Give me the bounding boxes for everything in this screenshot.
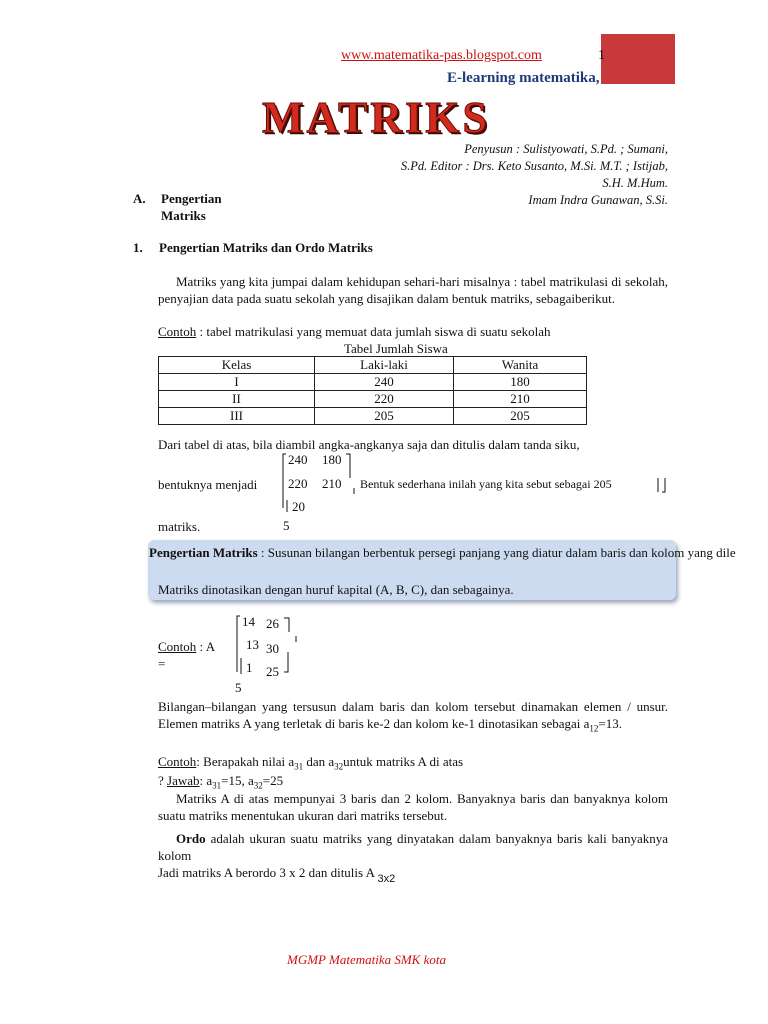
intro-paragraph: Matriks yang kita jumpai dalam kehidupan sehari-hari misalnya : tabel matrikulasi di sekolah, penyajian data pada suatu sekolah yang disajikan dalam bentuk matriks, sebagaiberikut.: [158, 274, 668, 306]
baris-paragraph: Matriks A di atas mempunyai 3 baris dan 2 kolom. Banyaknya baris dan banyaknya kolom suatu matriks menentukan ukuran dari matriks tersebut.: [158, 791, 668, 823]
author-credits: [330, 141, 668, 209]
section-1-title: Pengertian Matriks dan Ordo Matriks: [159, 240, 373, 255]
ordo-term: Ordo: [176, 831, 206, 846]
credits-line-4: Imam Indra Gunawan, S.Si.: [528, 193, 668, 207]
table-cell: 210: [454, 391, 587, 408]
page-title: MATRIKS: [262, 93, 490, 142]
table-cell: III: [159, 408, 315, 425]
matrix-cell: 20: [292, 499, 305, 514]
ordo-paragraph: [158, 830, 668, 864]
header-red-block: [601, 34, 675, 84]
section-a-title: Pengertian Matriks: [161, 191, 222, 223]
table-cell: 180: [454, 374, 587, 391]
table-row: [159, 391, 587, 408]
matrix-a-cell: 5: [235, 680, 242, 695]
example-a-name: : A: [199, 639, 216, 654]
matrix-cell: 180: [322, 452, 342, 467]
after-table-text: Dari tabel di atas, bila diambil angka-angkanya saja dan ditulis dalam tanda siku,: [158, 437, 580, 452]
credits-line-3: S.H. M.Hum.: [602, 176, 668, 190]
jadi-line: [158, 864, 668, 883]
section-1-label: 1.: [133, 240, 143, 255]
question-text: : Berapakah nilai a: [196, 754, 295, 769]
intro-contoh: [158, 323, 668, 340]
section-a-heading: [133, 190, 222, 223]
credits-line-1: Penyusun : Sulistyowati, S.Pd. ; Sumani,: [464, 142, 668, 156]
table-cell: 205: [315, 408, 454, 425]
contoh-label: Contoh: [158, 754, 197, 769]
table-caption: Tabel Jumlah Siswa: [344, 341, 448, 356]
answer-subscript: 31: [212, 780, 222, 791]
ordo-text: adalah ukuran suatu matriks yang dinyatakan dalam banyaknya baris kali banyaknya kolom: [158, 831, 668, 863]
table-header-cell: Kelas: [159, 357, 315, 374]
elearning-subtitle: E-learning matematika,: [447, 70, 600, 86]
matrix-cell: 210: [322, 476, 342, 491]
matriks-word: matriks.: [158, 519, 201, 534]
matrix-a-cell: 13: [246, 637, 259, 652]
table-cell: II: [159, 391, 315, 408]
page-number: 1: [598, 48, 605, 63]
blog-url-link[interactable]: www.matematika-pas.blogspot.com: [341, 48, 542, 63]
table-header-row: [159, 357, 587, 374]
jadi-text: Jadi matriks A berordo 3 x 2 dan ditulis A: [158, 865, 375, 880]
credits-line-2: S.Pd. Editor : Drs. Keto Susanto, M.Si. M.T. ; Istijab,: [400, 159, 668, 173]
ordo-subscript: 3x2: [377, 873, 396, 885]
matrix-cell: 220: [288, 476, 308, 491]
footer-text: MGMP Matematika SMK kota: [287, 952, 446, 967]
table-row: [159, 408, 587, 425]
definition-line-1: [149, 545, 736, 561]
matrix-cell: 5: [283, 518, 290, 533]
bentuk-tail-text: Bentuk sederhana inilah yang kita sebut sebagai 205: [360, 477, 612, 491]
matrix-a-cell: 25: [266, 664, 279, 679]
answer-text: =15, a: [221, 773, 254, 788]
elemen-text: Bilangan–bilangan yang tersusun dalam baris dan kolom tersebut dinamakan elemen / unsur. Elemen matriks A yang terletak di baris ke-2 dan kolom ke-1 dinotasikan sebagai a: [158, 699, 668, 731]
table-header-cell: Laki-laki: [315, 357, 454, 374]
question-subscript: 32: [334, 761, 344, 772]
matrix-a-cell: 26: [266, 616, 279, 631]
table-cell: I: [159, 374, 315, 391]
elemen-paragraph: [158, 698, 668, 738]
elemen-value: =13.: [598, 716, 622, 731]
table-cell: 205: [454, 408, 587, 425]
matrix-a-cell: 1: [246, 660, 253, 675]
table-header-cell: Wanita: [454, 357, 587, 374]
answer-prefix: ?: [158, 773, 168, 788]
question-subscript: 31: [294, 761, 304, 772]
matrix-a-cell: 30: [266, 641, 279, 656]
table-cell: 220: [315, 391, 454, 408]
section-1-heading: [133, 240, 373, 256]
definition-line-2: Matriks dinotasikan dengan huruf kapital (A, B, C), dan sebagainya.: [158, 582, 514, 597]
bentuk-label: bentuknya menjadi: [158, 477, 258, 492]
answer-text: : a: [199, 773, 213, 788]
student-table: [158, 356, 587, 425]
elemen-subscript: 12: [589, 723, 599, 734]
question-text: untuk matriks A di atas: [343, 754, 464, 769]
contoh-label: Contoh: [158, 324, 197, 339]
contoh-text: : tabel matrikulasi yang memuat data jumlah siswa di suatu sekolah: [196, 324, 551, 339]
definition-text: : Susunan bilangan berbentuk persegi panjang yang diatur dalam baris dan kolom yang dile: [257, 545, 736, 560]
answer-text: =25: [262, 773, 284, 788]
jawab-label: Jawab: [167, 773, 200, 788]
section-a-label: A.: [133, 191, 146, 206]
example-a-label: [158, 639, 215, 655]
question-text: dan a: [303, 754, 335, 769]
definition-term: Pengertian Matriks: [149, 545, 258, 560]
contoh-label: Contoh: [158, 639, 197, 654]
matrix-a-cell: 14: [242, 614, 255, 629]
matrix-cell: 240: [288, 452, 308, 467]
table-row: [159, 374, 587, 391]
answer-subscript: 32: [253, 780, 263, 791]
tail-bracket: [655, 476, 669, 496]
example-a-equals: =: [158, 656, 166, 671]
table-cell: 240: [315, 374, 454, 391]
